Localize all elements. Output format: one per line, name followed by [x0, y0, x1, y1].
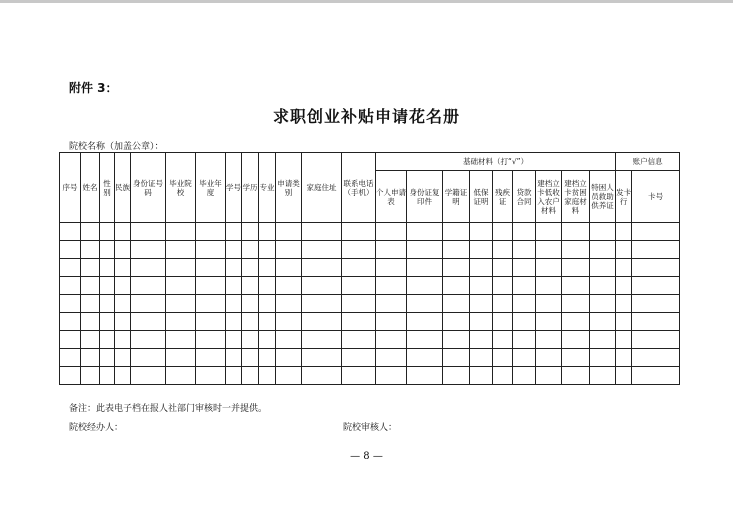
table-cell[interactable] — [342, 295, 376, 313]
table-cell[interactable] — [376, 295, 407, 313]
table-cell[interactable] — [276, 277, 302, 295]
table-cell[interactable] — [536, 259, 562, 277]
table-cell[interactable] — [242, 367, 259, 385]
col-header-serial: 序号 — [60, 153, 81, 223]
table-cell[interactable] — [470, 367, 493, 385]
table-row — [60, 259, 680, 277]
table-cell[interactable] — [493, 313, 513, 331]
table-cell[interactable] — [536, 241, 562, 259]
table-cell[interactable] — [632, 295, 680, 313]
table-cell[interactable] — [590, 241, 616, 259]
table-cell[interactable] — [443, 349, 470, 367]
table-cell[interactable] — [342, 241, 376, 259]
table-cell[interactable] — [242, 241, 259, 259]
table-cell[interactable] — [562, 313, 590, 331]
applicant-roster-table — [59, 152, 680, 385]
table-cell[interactable] — [493, 223, 513, 241]
page-number: — 8 — — [350, 451, 383, 462]
table-cell[interactable] — [470, 331, 493, 349]
table-cell[interactable] — [60, 313, 81, 331]
table-cell[interactable] — [632, 241, 680, 259]
table-cell[interactable] — [513, 259, 536, 277]
table-cell[interactable] — [632, 259, 680, 277]
table-cell[interactable] — [562, 367, 590, 385]
table-cell[interactable] — [616, 349, 632, 367]
col-header-loan-contract: 贷款合同 — [513, 171, 536, 223]
col-header-poor-family-material: 建档立卡贫困家庭材料 — [562, 171, 590, 223]
table-cell[interactable] — [342, 349, 376, 367]
table-cell[interactable] — [100, 313, 115, 331]
table-cell[interactable] — [226, 295, 242, 313]
col-header-issuing-bank: 发卡行 — [616, 171, 632, 223]
table-cell[interactable] — [60, 223, 81, 241]
table-cell[interactable] — [242, 295, 259, 313]
table-cell[interactable] — [131, 367, 166, 385]
table-cell[interactable] — [131, 313, 166, 331]
table-cell[interactable] — [590, 349, 616, 367]
table-row — [60, 349, 680, 367]
table-cell[interactable] — [407, 241, 443, 259]
table-cell[interactable] — [616, 331, 632, 349]
table-cell[interactable] — [536, 367, 562, 385]
table-row — [60, 313, 680, 331]
table-cell[interactable] — [115, 277, 131, 295]
table-row — [60, 295, 680, 313]
table-cell[interactable] — [242, 349, 259, 367]
table-cell[interactable] — [562, 223, 590, 241]
table-cell[interactable] — [302, 349, 342, 367]
table-cell[interactable] — [302, 367, 342, 385]
table-cell[interactable] — [590, 367, 616, 385]
table-cell[interactable] — [470, 259, 493, 277]
table-cell[interactable] — [302, 313, 342, 331]
table-cell[interactable] — [276, 259, 302, 277]
col-header-education: 学历 — [242, 153, 259, 223]
col-header-grad-year: 毕业年度 — [196, 153, 226, 223]
table-cell[interactable] — [513, 349, 536, 367]
table-cell[interactable] — [342, 367, 376, 385]
col-header-ethnicity: 民族 — [115, 153, 131, 223]
table-cell[interactable] — [115, 349, 131, 367]
table-cell[interactable] — [513, 313, 536, 331]
table-note: 备注：此表电子档在报人社部门审核时一并提供。 — [69, 404, 268, 414]
table-cell[interactable] — [302, 331, 342, 349]
table-cell[interactable] — [100, 241, 115, 259]
table-cell[interactable] — [81, 277, 100, 295]
table-cell[interactable] — [376, 331, 407, 349]
col-header-extreme-poverty-cert: 特困人员救助供养证 — [590, 171, 616, 223]
table-cell[interactable] — [196, 223, 226, 241]
table-cell[interactable] — [407, 295, 443, 313]
table-cell[interactable] — [470, 349, 493, 367]
col-header-low-income-material: 建档立卡低收入农户材料 — [536, 171, 562, 223]
table-cell[interactable] — [166, 367, 196, 385]
table-cell[interactable] — [562, 259, 590, 277]
table-cell[interactable] — [81, 259, 100, 277]
col-header-subsistence-proof: 低保证明 — [470, 171, 493, 223]
table-cell[interactable] — [100, 277, 115, 295]
table-cell[interactable] — [100, 349, 115, 367]
table-cell[interactable] — [226, 277, 242, 295]
table-cell[interactable] — [536, 349, 562, 367]
col-header-school: 毕业院校 — [166, 153, 196, 223]
table-cell[interactable] — [632, 313, 680, 331]
table-cell[interactable] — [131, 259, 166, 277]
table-cell[interactable] — [276, 367, 302, 385]
table-cell[interactable] — [443, 295, 470, 313]
table-cell[interactable] — [616, 313, 632, 331]
table-cell[interactable] — [259, 313, 276, 331]
table-cell[interactable] — [443, 367, 470, 385]
table-cell[interactable] — [536, 223, 562, 241]
table-row — [60, 223, 680, 241]
table-cell[interactable] — [166, 277, 196, 295]
table-cell[interactable] — [493, 349, 513, 367]
table-cell[interactable] — [590, 277, 616, 295]
table-cell[interactable] — [493, 259, 513, 277]
table-cell[interactable] — [226, 367, 242, 385]
table-cell[interactable] — [166, 223, 196, 241]
table-cell[interactable] — [276, 349, 302, 367]
col-header-home-address: 家庭住址 — [302, 153, 342, 223]
table-cell[interactable] — [259, 277, 276, 295]
table-cell[interactable] — [342, 259, 376, 277]
table-cell[interactable] — [493, 241, 513, 259]
page-top-border — [0, 0, 733, 3]
table-cell[interactable] — [115, 259, 131, 277]
table-cell[interactable] — [226, 331, 242, 349]
table-cell[interactable] — [196, 331, 226, 349]
table-cell[interactable] — [562, 295, 590, 313]
table-cell[interactable] — [302, 277, 342, 295]
col-header-name: 姓名 — [81, 153, 100, 223]
table-cell[interactable] — [100, 223, 115, 241]
table-cell[interactable] — [513, 223, 536, 241]
table-cell[interactable] — [276, 295, 302, 313]
table-cell[interactable] — [376, 277, 407, 295]
table-cell[interactable] — [226, 313, 242, 331]
table-cell[interactable] — [302, 223, 342, 241]
table-cell[interactable] — [536, 277, 562, 295]
table-cell[interactable] — [196, 295, 226, 313]
table-cell[interactable] — [242, 277, 259, 295]
table-cell[interactable] — [166, 331, 196, 349]
table-cell[interactable] — [196, 277, 226, 295]
table-cell[interactable] — [226, 223, 242, 241]
table-cell[interactable] — [590, 331, 616, 349]
school-handler-label: 院校经办人： — [69, 423, 124, 433]
table-cell[interactable] — [276, 241, 302, 259]
table-row — [60, 241, 680, 259]
table-cell[interactable] — [81, 223, 100, 241]
table-cell[interactable] — [470, 277, 493, 295]
table-cell[interactable] — [562, 349, 590, 367]
col-header-id-number: 身份证号码 — [131, 153, 166, 223]
table-cell[interactable] — [115, 367, 131, 385]
table-cell[interactable] — [100, 295, 115, 313]
table-cell[interactable] — [81, 313, 100, 331]
table-cell[interactable] — [131, 277, 166, 295]
table-cell[interactable] — [407, 367, 443, 385]
table-cell[interactable] — [493, 277, 513, 295]
table-cell[interactable] — [166, 241, 196, 259]
table-cell[interactable] — [443, 241, 470, 259]
table-cell[interactable] — [259, 259, 276, 277]
table-cell[interactable] — [376, 259, 407, 277]
table-cell[interactable] — [590, 295, 616, 313]
table-cell[interactable] — [60, 295, 81, 313]
table-cell[interactable] — [342, 277, 376, 295]
table-cell[interactable] — [166, 349, 196, 367]
table-cell[interactable] — [470, 223, 493, 241]
table-cell[interactable] — [536, 313, 562, 331]
table-cell[interactable] — [276, 331, 302, 349]
table-cell[interactable] — [276, 223, 302, 241]
table-cell[interactable] — [60, 367, 81, 385]
col-header-disability-cert: 残疾证 — [493, 171, 513, 223]
table-cell[interactable] — [536, 295, 562, 313]
attachment-label: 附件 3： — [69, 81, 118, 95]
table-row — [60, 277, 680, 295]
table-cell[interactable] — [196, 259, 226, 277]
school-reviewer-label: 院校审核人： — [343, 423, 398, 433]
col-header-major: 专业 — [259, 153, 276, 223]
table-cell[interactable] — [196, 367, 226, 385]
table-cell[interactable] — [196, 313, 226, 331]
school-name-label: 院校名称（加盖公章）： — [69, 142, 164, 152]
table-cell[interactable] — [443, 223, 470, 241]
table-cell[interactable] — [115, 295, 131, 313]
table-cell[interactable] — [115, 223, 131, 241]
table-cell[interactable] — [166, 259, 196, 277]
table-cell[interactable] — [376, 241, 407, 259]
table-cell[interactable] — [470, 295, 493, 313]
table-cell[interactable] — [493, 331, 513, 349]
table-cell[interactable] — [226, 259, 242, 277]
table-cell[interactable] — [81, 241, 100, 259]
table-cell[interactable] — [536, 331, 562, 349]
table-cell[interactable] — [60, 259, 81, 277]
table-cell[interactable] — [242, 259, 259, 277]
table-cell[interactable] — [342, 313, 376, 331]
table-cell[interactable] — [81, 367, 100, 385]
table-cell[interactable] — [60, 277, 81, 295]
col-header-application-type: 申请类别 — [276, 153, 302, 223]
table-cell[interactable] — [242, 223, 259, 241]
table-cell[interactable] — [562, 277, 590, 295]
table-cell[interactable] — [81, 349, 100, 367]
table-cell[interactable] — [590, 223, 616, 241]
group-header-account-info: 账户信息 — [616, 153, 680, 171]
table-cell[interactable] — [376, 349, 407, 367]
table-cell[interactable] — [443, 331, 470, 349]
col-header-application-form: 个人申请表 — [376, 171, 407, 223]
table-cell[interactable] — [100, 259, 115, 277]
table-cell[interactable] — [131, 223, 166, 241]
col-header-card-number: 卡号 — [632, 171, 680, 223]
table-cell[interactable] — [115, 241, 131, 259]
table-cell[interactable] — [562, 241, 590, 259]
page-title: 求职创业补贴申请花名册 — [272, 107, 460, 126]
table-cell[interactable] — [81, 295, 100, 313]
table-cell[interactable] — [407, 349, 443, 367]
table-cell[interactable] — [259, 349, 276, 367]
table-row — [60, 367, 680, 385]
table-cell[interactable] — [407, 223, 443, 241]
col-header-id-copy: 身份证复印件 — [407, 171, 443, 223]
table-cell[interactable] — [407, 331, 443, 349]
table-cell[interactable] — [276, 313, 302, 331]
table-cell[interactable] — [470, 313, 493, 331]
table-cell[interactable] — [443, 277, 470, 295]
table-cell[interactable] — [562, 331, 590, 349]
roster-body — [60, 223, 680, 385]
col-header-enrollment-proof: 学籍证明 — [443, 171, 470, 223]
table-cell[interactable] — [407, 313, 443, 331]
table-cell[interactable] — [616, 295, 632, 313]
table-cell[interactable] — [342, 331, 376, 349]
table-cell[interactable] — [131, 295, 166, 313]
table-cell[interactable] — [632, 331, 680, 349]
table-cell[interactable] — [616, 259, 632, 277]
table-cell[interactable] — [342, 223, 376, 241]
col-header-gender: 性别 — [100, 153, 115, 223]
table-cell[interactable] — [616, 241, 632, 259]
table-cell[interactable] — [166, 295, 196, 313]
table-cell[interactable] — [513, 277, 536, 295]
table-cell[interactable] — [259, 223, 276, 241]
table-cell[interactable] — [259, 331, 276, 349]
table-cell[interactable] — [259, 367, 276, 385]
table-cell[interactable] — [115, 331, 131, 349]
table-cell[interactable] — [632, 367, 680, 385]
table-cell[interactable] — [60, 331, 81, 349]
col-header-phone: 联系电话（手机） — [342, 153, 376, 223]
table-cell[interactable] — [632, 223, 680, 241]
table-cell[interactable] — [493, 295, 513, 313]
table-cell[interactable] — [302, 259, 342, 277]
table-cell[interactable] — [513, 241, 536, 259]
table-cell[interactable] — [131, 349, 166, 367]
table-cell[interactable] — [60, 241, 81, 259]
table-cell[interactable] — [196, 241, 226, 259]
table-cell[interactable] — [513, 367, 536, 385]
table-cell[interactable] — [493, 367, 513, 385]
table-cell[interactable] — [407, 277, 443, 295]
table-cell[interactable] — [226, 349, 242, 367]
table-cell[interactable] — [443, 259, 470, 277]
table-cell[interactable] — [302, 241, 342, 259]
table-cell[interactable] — [632, 349, 680, 367]
table-cell[interactable] — [242, 331, 259, 349]
table-cell[interactable] — [376, 313, 407, 331]
table-cell[interactable] — [115, 313, 131, 331]
table-cell[interactable] — [259, 241, 276, 259]
table-cell[interactable] — [590, 259, 616, 277]
table-cell[interactable] — [131, 241, 166, 259]
group-header-basic-materials: 基础材料（打“√”） — [376, 153, 616, 171]
table-cell[interactable] — [513, 331, 536, 349]
table-cell[interactable] — [196, 349, 226, 367]
table-cell[interactable] — [443, 313, 470, 331]
table-cell[interactable] — [616, 277, 632, 295]
table-cell[interactable] — [616, 367, 632, 385]
table-cell[interactable] — [60, 349, 81, 367]
table-cell[interactable] — [616, 223, 632, 241]
table-cell[interactable] — [81, 331, 100, 349]
table-cell[interactable] — [407, 259, 443, 277]
table-cell[interactable] — [259, 295, 276, 313]
table-cell[interactable] — [632, 277, 680, 295]
table-cell[interactable] — [376, 223, 407, 241]
table-cell[interactable] — [242, 313, 259, 331]
table-cell[interactable] — [513, 295, 536, 313]
table-cell[interactable] — [302, 295, 342, 313]
table-row — [60, 331, 680, 349]
table-cell[interactable] — [100, 331, 115, 349]
table-cell[interactable] — [131, 331, 166, 349]
table-cell[interactable] — [100, 367, 115, 385]
table-cell[interactable] — [376, 367, 407, 385]
table-cell[interactable] — [166, 313, 196, 331]
table-cell[interactable] — [470, 241, 493, 259]
col-header-student-id: 学号 — [226, 153, 242, 223]
table-cell[interactable] — [226, 241, 242, 259]
table-cell[interactable] — [590, 313, 616, 331]
